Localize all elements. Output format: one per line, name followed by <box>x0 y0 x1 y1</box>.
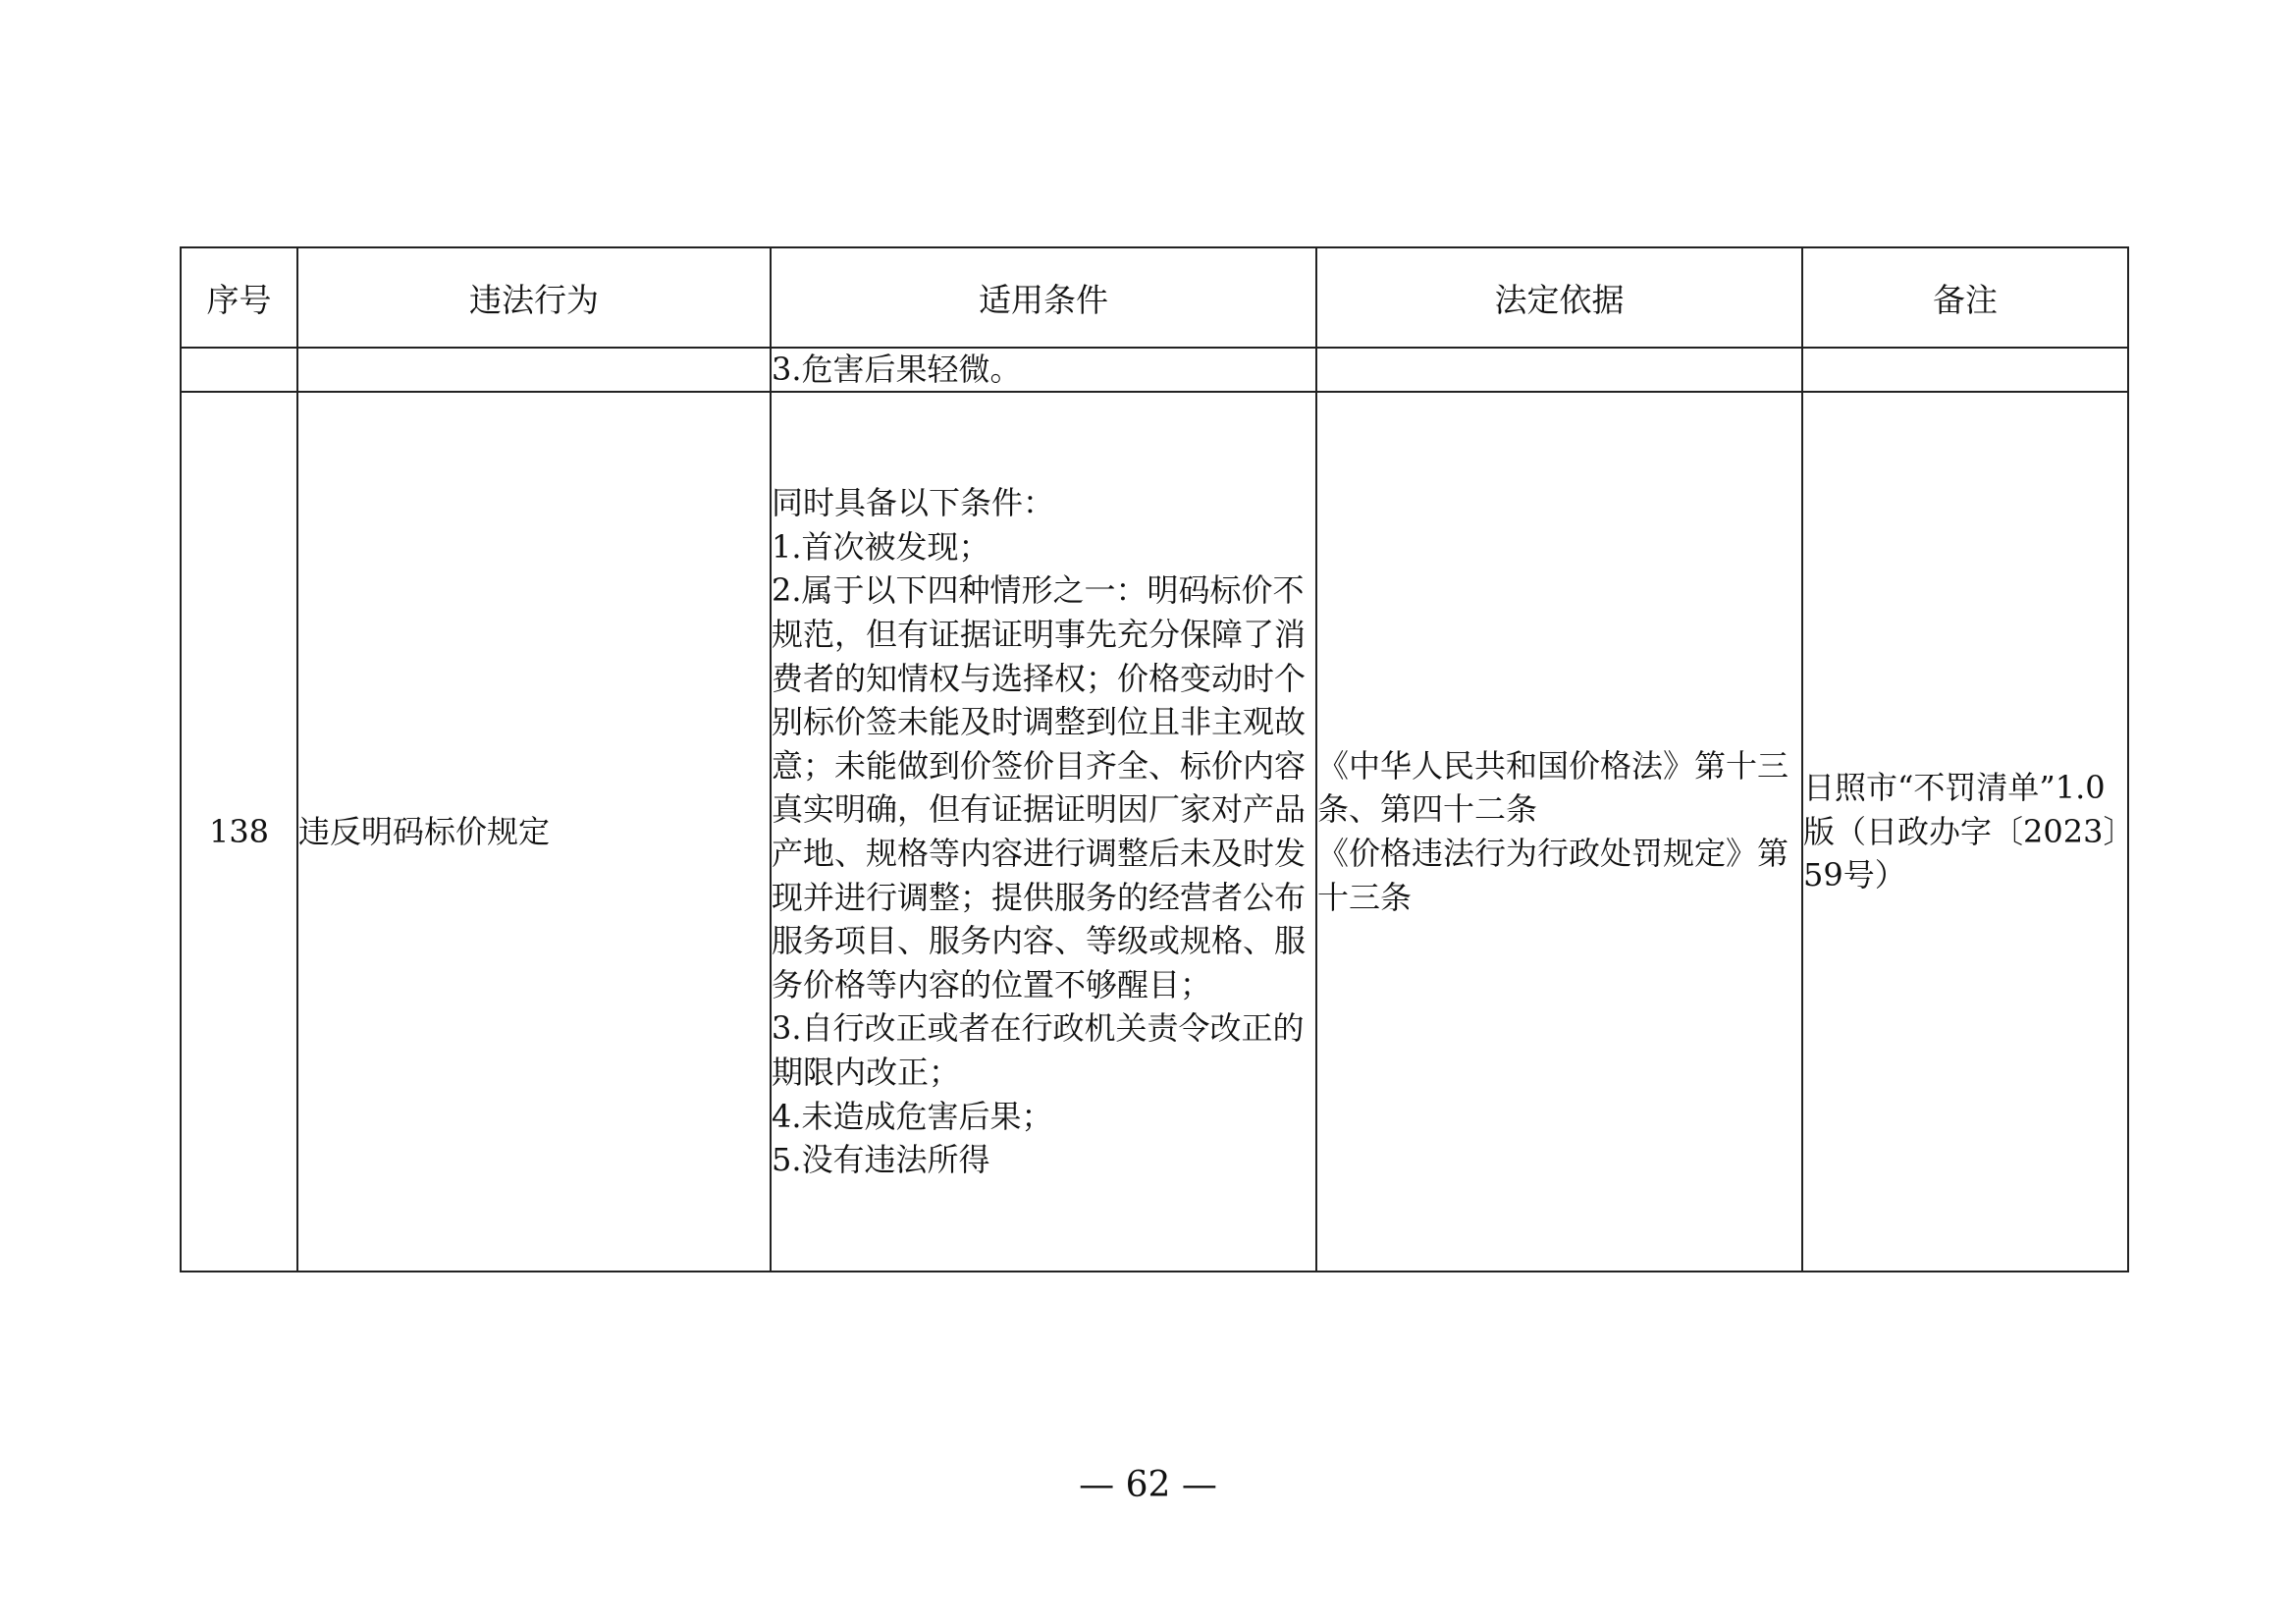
table-row-continued <box>181 348 2128 392</box>
cell-legal-basis <box>1316 348 1802 392</box>
table-header-row <box>181 247 2128 348</box>
header-index: 序号 <box>181 247 297 348</box>
cell-index: 138 <box>181 392 297 1272</box>
cell-conditions: 3.危害后果轻微。 <box>771 348 1316 392</box>
cell-remarks: 日照市“不罚清单”1.0版（日政办字〔2023〕59号） <box>1802 392 2128 1272</box>
header-applicable-conditions: 适用条件 <box>771 247 1316 348</box>
cell-conditions: 同时具备以下条件： 1.首次被发现； 2.属于以下四种情形之一：明码标价不规范，但有证据证明事先充分保障了消费者的知情权与选择权；价格变动时个别标价签未能及时调整到位且非主观故意；未能做到价签价目齐全、标价内容真实明确，但有证据证明因厂家对产品产地、规格等内容进行调整后未及时发现并进行调整；提供服务的经营者公布服务项目、服务内容、等级或规格、服务价格等内容的位置不够醒目； 3.自行改正或者在行政机关责令改正的期限内改正； 4.未造成危害后果； 5.没有违法所得 <box>771 392 1316 1272</box>
header-remarks: 备注 <box>1802 247 2128 348</box>
table-row <box>181 392 2128 1272</box>
page-number: — 62 — <box>1079 1465 1217 1505</box>
penalty-exemption-table <box>180 246 2129 1272</box>
cell-index <box>181 348 297 392</box>
cell-behavior: 违反明码标价规定 <box>297 392 771 1272</box>
cell-remarks <box>1802 348 2128 392</box>
cell-behavior <box>297 348 771 392</box>
header-legal-basis: 法定依据 <box>1316 247 1802 348</box>
cell-legal-basis: 《中华人民共和国价格法》第十三条、第四十二条 《价格违法行为行政处罚规定》第十三条 <box>1316 392 1802 1272</box>
header-violation-behavior: 违法行为 <box>297 247 771 348</box>
